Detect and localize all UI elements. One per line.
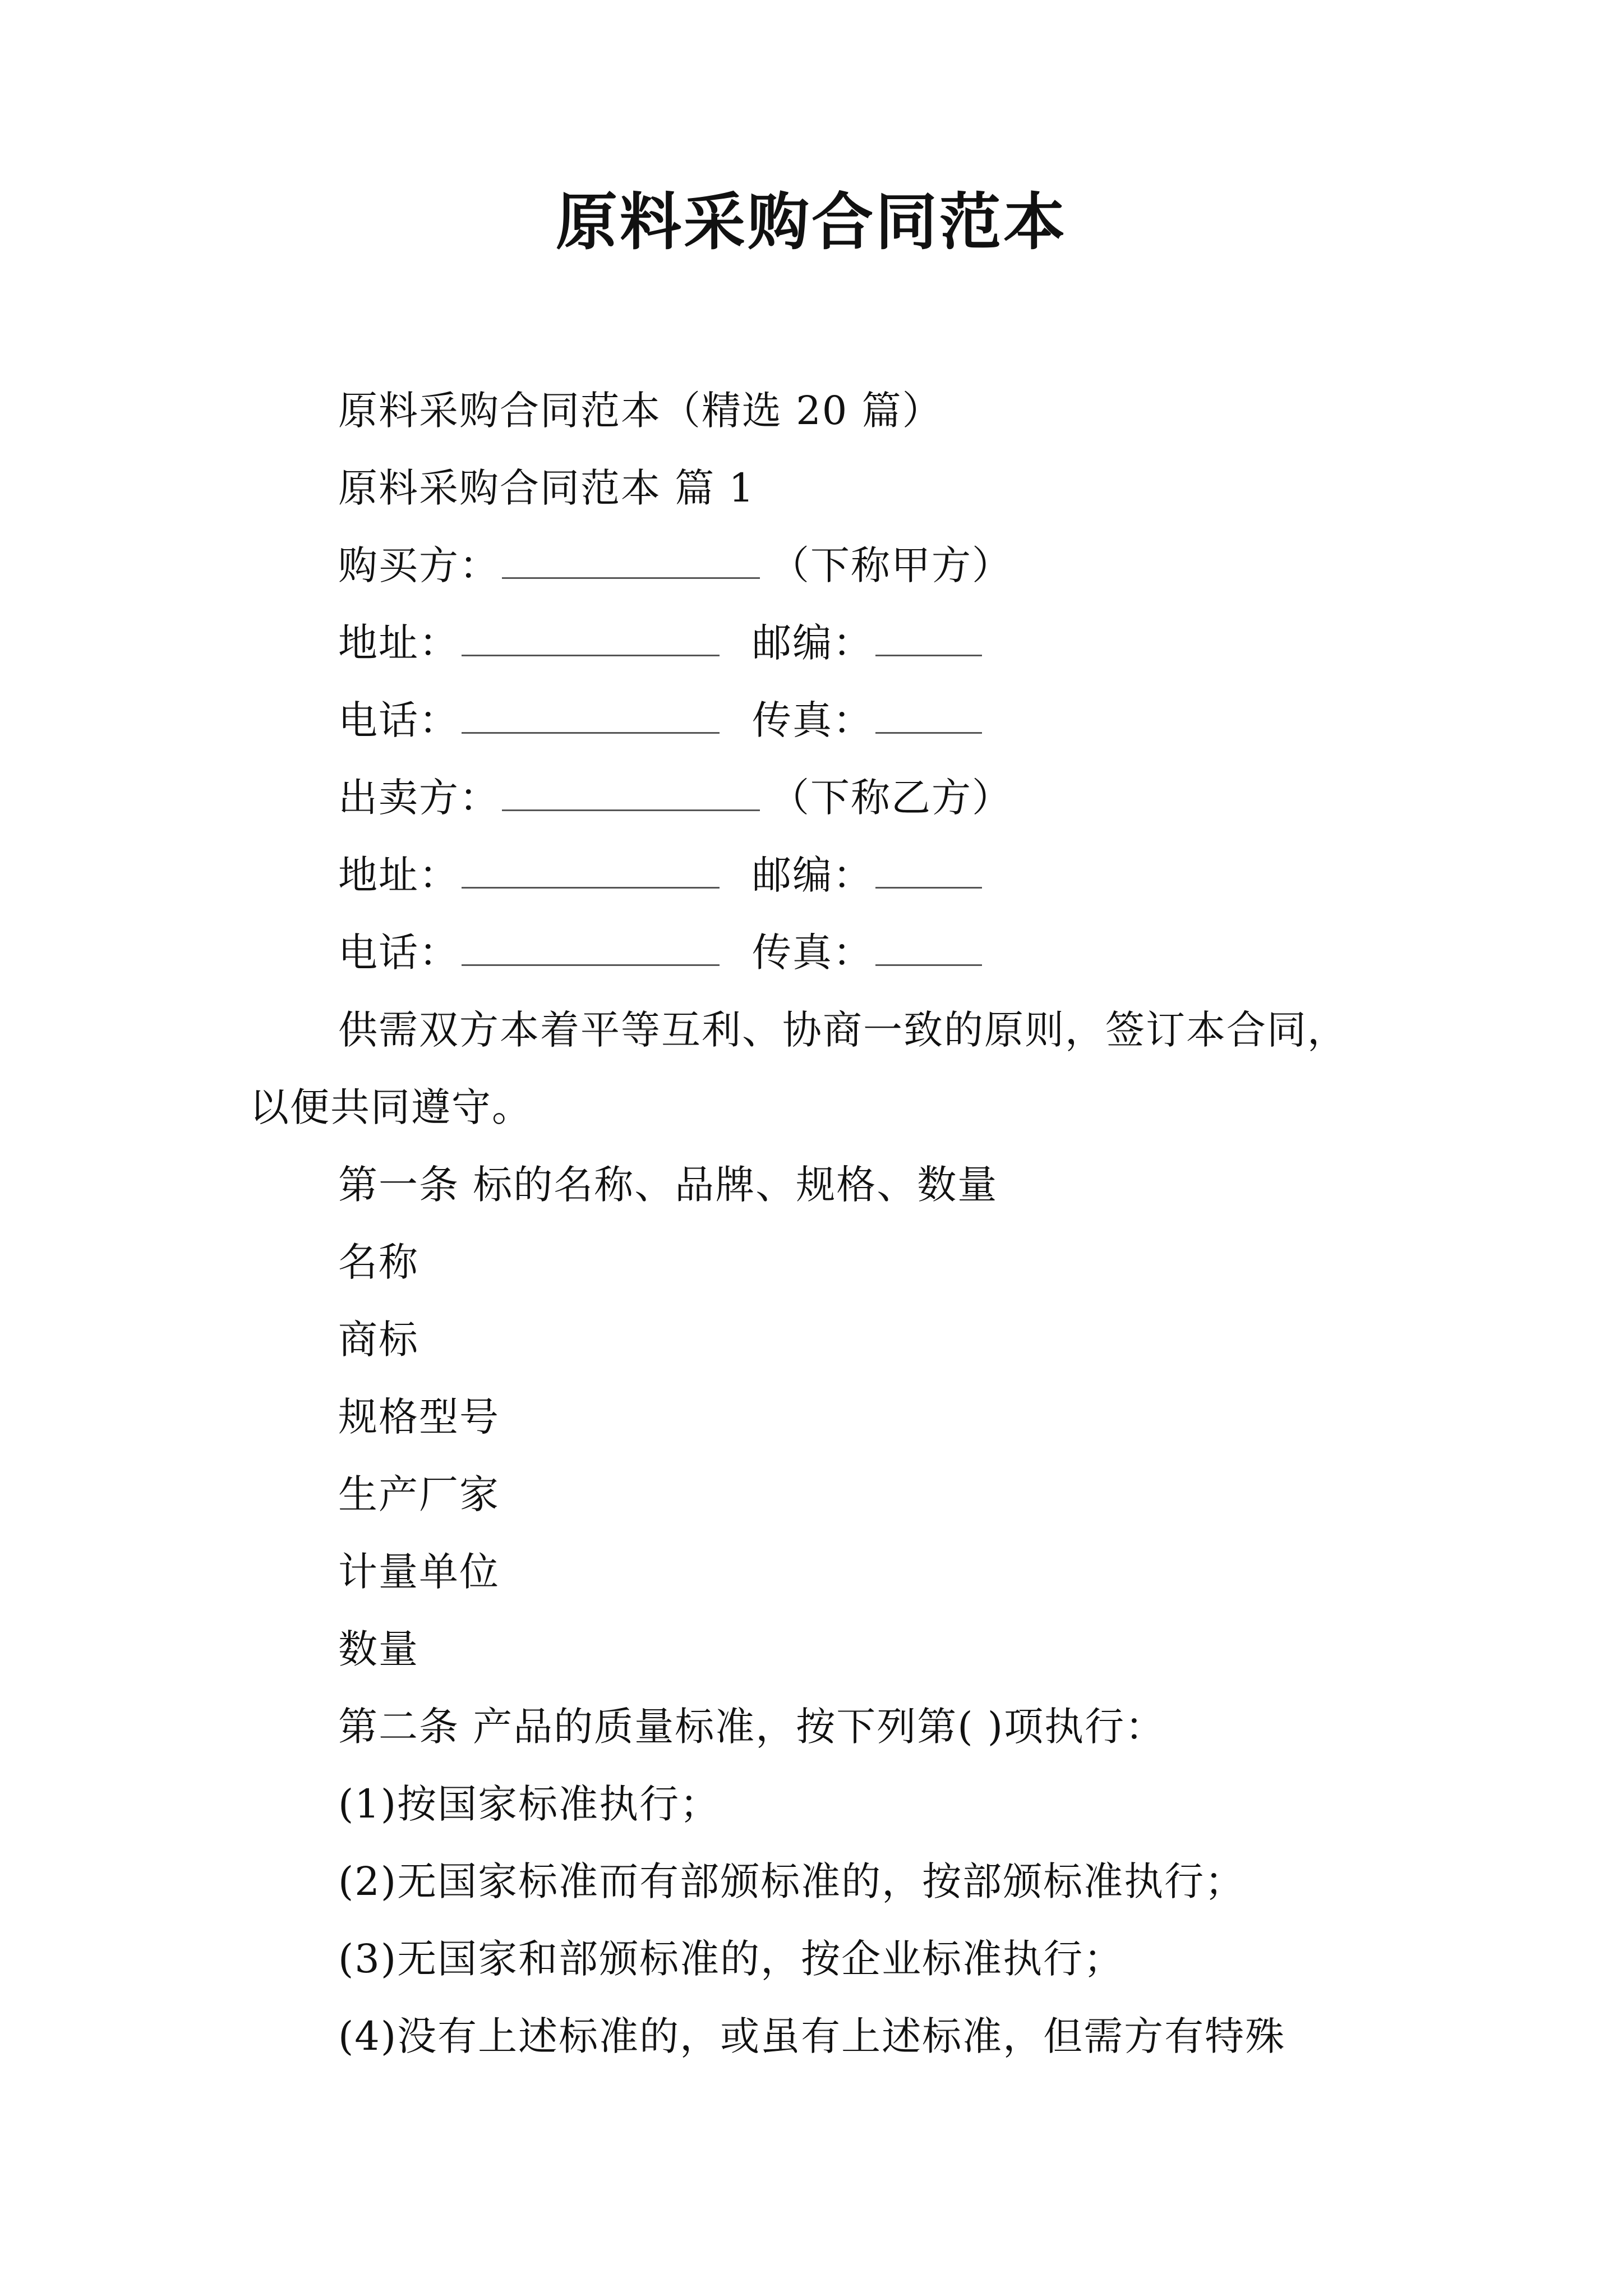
- fax-label: 传真：: [752, 697, 873, 743]
- option-2: (2)无国家标准而有部颁标准的，按部颁标准执行；: [338, 1858, 1246, 1904]
- item-unit: 计量单位: [338, 1549, 500, 1595]
- fax-label: 传真：: [752, 930, 873, 976]
- article-1-heading: 第一条 标的名称、品牌、规格、数量: [338, 1162, 998, 1208]
- article-2-heading: 第二条 产品的质量标准，按下列第( )项执行：: [338, 1704, 1166, 1750]
- phone-label: 电话：: [338, 930, 459, 976]
- item-quantity: 数量: [338, 1626, 419, 1672]
- item-spec: 规格型号: [338, 1394, 500, 1440]
- seller-suffix: （下称乙方）: [770, 775, 1012, 821]
- option-4: (4)没有上述标准的，或虽有上述标准，但需方有特殊: [338, 2013, 1286, 2059]
- item-brand: 商标: [338, 1317, 419, 1363]
- subtitle-line: 原料采购合同范本（精选 20 篇）: [338, 388, 943, 434]
- option-3: (3)无国家和部颁标准的，按企业标准执行；: [338, 1936, 1124, 1982]
- address-blank: [462, 625, 720, 656]
- section-heading: 原料采购合同范本 篇 1: [338, 465, 755, 511]
- intro-paragraph-line-2: 以便共同遵守。: [250, 1084, 532, 1130]
- option-1: (1)按国家标准执行；: [338, 1781, 721, 1827]
- item-name: 名称: [338, 1239, 419, 1285]
- seller-address-line: [250, 836, 1388, 914]
- phone-blank: [462, 703, 720, 734]
- phone-blank: [462, 935, 720, 966]
- zip-label: 邮编：: [752, 620, 873, 666]
- address-label: 地址：: [338, 852, 459, 898]
- seller-label: 出卖方：: [338, 775, 500, 821]
- seller-line: [250, 759, 1388, 836]
- zip-label: 邮编：: [752, 852, 873, 898]
- intro-paragraph-line-1: 供需双方本着平等互利、协商一致的原则，签订本合同，: [338, 1007, 1348, 1053]
- item-manufacturer: 生产厂家: [338, 1471, 500, 1517]
- phone-label: 电话：: [338, 697, 459, 743]
- seller-phone-line: [250, 914, 1388, 991]
- zip-blank: [875, 858, 982, 889]
- document-body: [250, 372, 1388, 2075]
- fax-blank: [875, 935, 982, 966]
- address-blank: [462, 858, 720, 889]
- zip-blank: [875, 625, 982, 656]
- buyer-label: 购买方：: [338, 542, 500, 588]
- seller-blank: [502, 780, 760, 811]
- address-label: 地址：: [338, 620, 459, 666]
- fax-blank: [875, 703, 982, 734]
- buyer-blank: [502, 548, 760, 579]
- document-title: 原料采购合同范本: [556, 186, 1067, 258]
- buyer-suffix: （下称甲方）: [770, 542, 1012, 588]
- buyer-line: [250, 527, 1388, 604]
- buyer-phone-line: [250, 682, 1388, 759]
- buyer-address-line: [250, 604, 1388, 682]
